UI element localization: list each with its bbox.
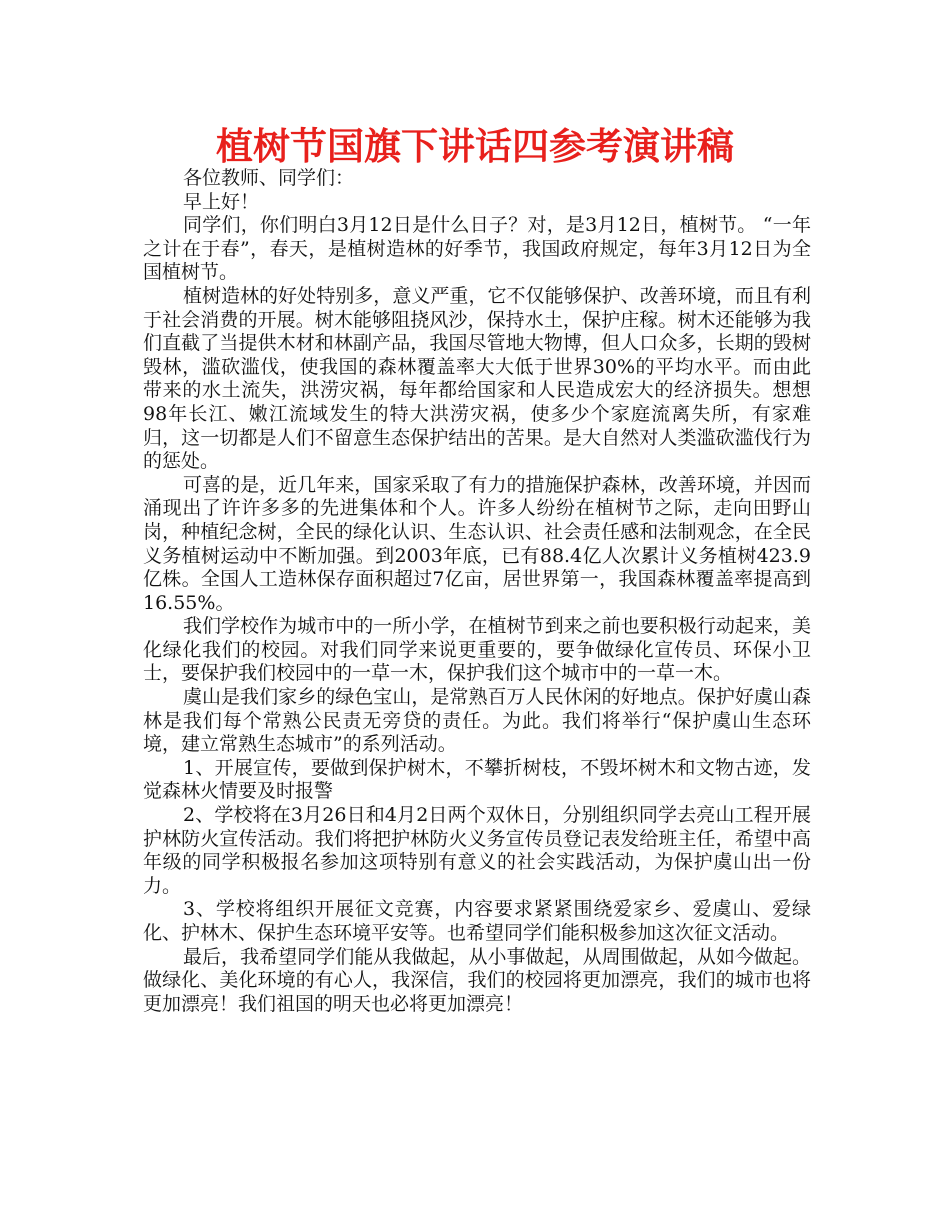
body-paragraph: 植树造林的好处特别多，意义严重，它不仅能够保护、改善环境，而且有利于社会消费的开展。树木能够阻挠风沙，保持水土，保护庄稼。树木还能够为我们直截了当提供木材和林副产品，我国尽管地大物博，但人口众多，长期的毁树毁林，滥砍滥伐，使我国的森林覆盖率大大低于世界30%的平均水平。而由此带来的水土流失，洪涝灾祸，每年都给国家和人民造成宏大的经济损失。想想98年长江、嫩江流域发生的特大洪涝灾祸，使多少个家庭流离失所，有家难归，这一切都是人们不留意生态保护结出的苦果。是大自然对人类滥砍滥伐行为的惩处。 xyxy=(143,284,811,473)
body-paragraph: 我们学校作为城市中的一所小学，在植树节到来之前也要积极行动起来，美化绿化我们的校园。对我们同学来说更重要的，要争做绿化宣传员、环保小卫士，要保护我们校园中的一草一木，保护我们这个城市中的一草一木。 xyxy=(143,615,811,685)
body-paragraph: 可喜的是，近几年来，国家采取了有力的措施保护森林，改善环境，并因而涌现出了许许多多的先进集体和个人。许多人纷纷在植树节之际，走向田野山岗，种植纪念树，全民的绿化认识、生态认识、社会责任感和法制观念，在全民义务植树运动中不断加强。到2003年底，已有88.4亿人次累计义务植树423.9亿株。全国人工造林保存面积超过7亿亩，居世界第一，我国森林覆盖率提高到16.55%。 xyxy=(143,473,811,614)
closing-paragraph: 最后，我希望同学们能从我做起，从小事做起，从周围做起，从如今做起。做绿化、美化环境的有心人，我深信，我们的校园将更加漂亮，我们的城市也将更加漂亮！我们祖国的明天也必将更加漂亮！ xyxy=(143,945,811,1015)
list-item-paragraph: 2、学校将在3月26日和4月2日两个双休日，分别组织同学去亮山工程开展护林防火宣传活动。我们将把护林防火义务宣传员登记表发给班主任，希望中高年级的同学积极报名参加这项特别有意义的社会实践活动，为保护虞山出一份力。 xyxy=(143,804,811,897)
greeting-paragraph: 早上好！ xyxy=(183,190,260,213)
list-item-paragraph: 1、开展宣传，要做到保护树木，不攀折树枝，不毁坏树木和文物古迹，发觉森林火情要及时报警 xyxy=(143,756,811,803)
body-paragraph: 虞山是我们家乡的绿色宝山，是常熟百万人民休闲的好地点。保护好虞山森林是我们每个常熟公民责无旁贷的责任。为此。我们将举行“保护虞山生态环境，建立常熟生态城市”的系列活动。 xyxy=(143,686,811,756)
document-body xyxy=(143,167,811,1016)
list-item-paragraph: 3、学校将组织开展征文竞赛，内容要求紧紧围绕爱家乡、爱虞山、爱绿化、护林木、保护生态环境平安等。也希望同学们能积极参加这次征文活动。 xyxy=(143,898,811,944)
document-title: 植树节国旗下讲话四参考演讲稿 xyxy=(216,125,734,168)
body-paragraph: 同学们，你们明白3月12日是什么日子？对，是3月12日，植树节。 “一年之计在于春”，春天，是植树造林的好季节，我国政府规定，每年3月12日为全国植树节。 xyxy=(143,214,811,284)
salutation-paragraph: 各位教师、同学们： xyxy=(183,167,355,189)
